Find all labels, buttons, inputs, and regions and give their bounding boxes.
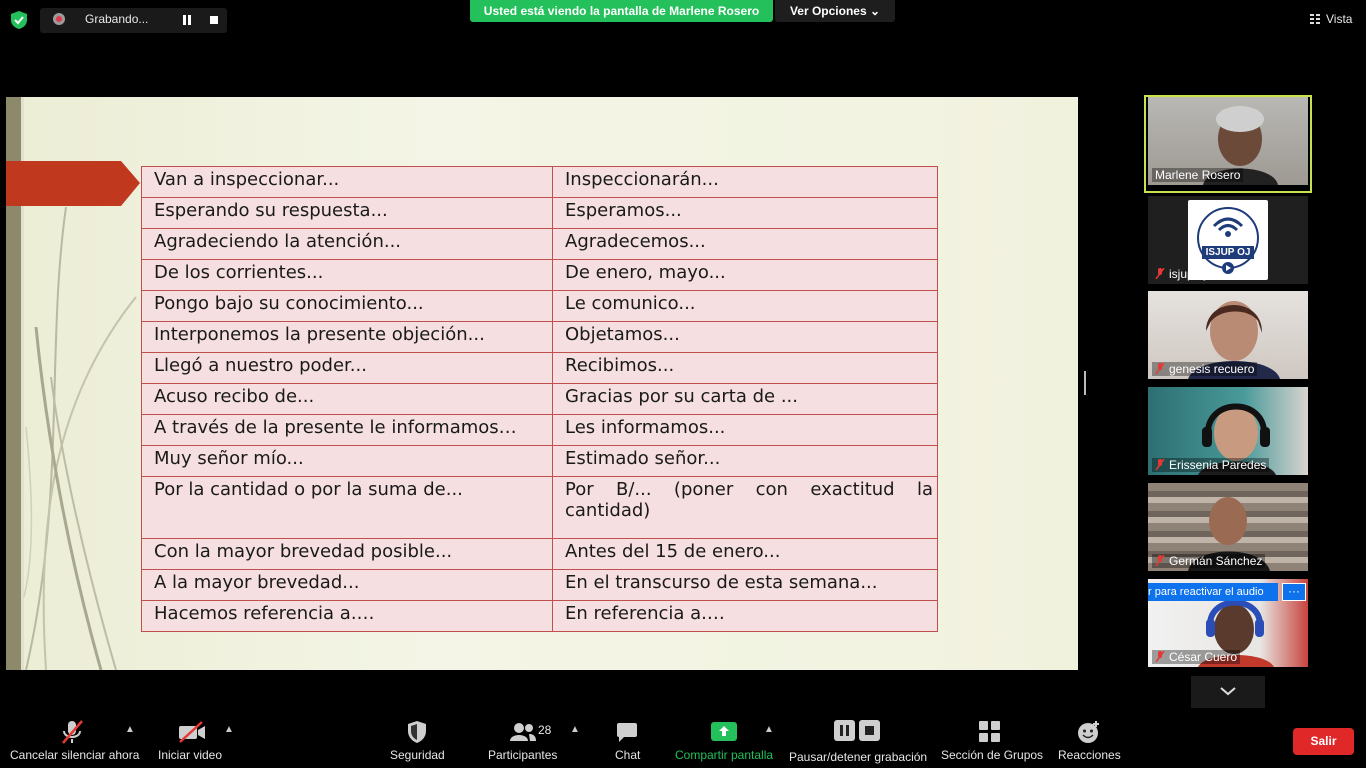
start-video-button[interactable]: Iniciar video xyxy=(158,748,223,762)
table-row xyxy=(142,322,938,353)
participant-name-muted: Erissenia Paredes xyxy=(1152,458,1269,472)
screen-share-banner: Usted está viendo la pantalla de Marlene Rosero xyxy=(470,0,773,22)
table-row xyxy=(142,260,938,291)
phrase-improved-cell: Recibimos... xyxy=(553,353,938,384)
participant-name-muted: Germán Sánchez xyxy=(1152,554,1265,568)
breakout-rooms-icon[interactable] xyxy=(979,721,1001,743)
phrase-original-cell: Llegó a nuestro poder... xyxy=(142,353,553,384)
phrase-improved-cell: Inspeccionarán... xyxy=(553,167,938,198)
phrase-original-cell: Agradeciendo la atención... xyxy=(142,229,553,260)
phrase-improved-cell: Le comunico... xyxy=(553,291,938,322)
table-row xyxy=(142,601,938,632)
phrase-improved-cell: De enero, mayo... xyxy=(553,260,938,291)
phrase-improved-cell: Agradecemos... xyxy=(553,229,938,260)
phrase-original-cell: Muy señor mío... xyxy=(142,446,553,477)
phrase-improved-cell: En el transcurso de esta semana... xyxy=(553,570,938,601)
phrase-original-cell: De los corrientes... xyxy=(142,260,553,291)
chat-button[interactable]: Chat xyxy=(615,748,641,762)
video-tile[interactable] xyxy=(1148,387,1308,475)
table-row xyxy=(142,446,938,477)
slide-arrow-shape xyxy=(6,161,140,206)
phrase-original-cell: Por la cantidad o por la suma de... xyxy=(142,477,553,539)
phrase-original-cell: Esperando su respuesta... xyxy=(142,198,553,229)
phrase-improved-cell: Les informamos... xyxy=(553,415,938,446)
participant-name-muted: César Cuero xyxy=(1152,650,1240,664)
chevron-down-icon xyxy=(1191,676,1265,708)
video-tile[interactable] xyxy=(1148,196,1308,284)
phrase-improved-cell: Objetamos... xyxy=(553,322,938,353)
participants-icon[interactable] xyxy=(509,722,537,742)
muted-mic-icon xyxy=(1155,651,1165,662)
participant-name-muted: isjup oj xyxy=(1152,267,1209,281)
security-button[interactable]: Seguridad xyxy=(390,748,445,762)
table-row xyxy=(142,229,938,260)
phrase-improved-cell: En referencia a.… xyxy=(553,601,938,632)
table-row xyxy=(142,477,938,539)
recording-dot-icon xyxy=(53,13,65,25)
recording-label: Grabando... xyxy=(85,12,149,26)
pause-recording-icon[interactable] xyxy=(182,15,192,25)
phrase-original-cell: Pongo bajo su conocimiento... xyxy=(142,291,553,322)
participant-name: Marlene Rosero xyxy=(1152,168,1243,182)
video-tile[interactable] xyxy=(1148,483,1308,571)
grid-view-icon xyxy=(1310,14,1320,24)
phrase-improved-cell: Esperamos... xyxy=(553,198,938,229)
participants-button[interactable]: Participantes xyxy=(488,748,558,762)
logo-text: ISJUP OJ xyxy=(1205,247,1251,258)
view-button[interactable]: Vista xyxy=(1326,12,1353,26)
muted-mic-icon xyxy=(1155,363,1165,374)
share-options-caret[interactable]: ▲ xyxy=(764,724,774,735)
pause-stop-recording-icon[interactable] xyxy=(834,720,882,742)
phrase-original-cell: Hacemos referencia a.… xyxy=(142,601,553,632)
table-row xyxy=(142,167,938,198)
participant-name-muted: genesis recuero xyxy=(1152,362,1257,376)
unmute-button[interactable]: Cancelar silenciar ahora xyxy=(10,748,140,762)
phrase-improved-cell: Gracias por su carta de ... xyxy=(553,384,938,415)
phrase-original-cell: Interponemos la presente objeción... xyxy=(142,322,553,353)
phrase-original-cell: Con la mayor brevedad posible... xyxy=(142,539,553,570)
chat-icon[interactable] xyxy=(616,721,638,743)
reactions-icon[interactable] xyxy=(1077,720,1101,744)
share-screen-button[interactable]: Compartir pantalla xyxy=(675,748,774,762)
pause-recording-button[interactable]: Pausar/detener grabación xyxy=(789,750,928,764)
phrase-original-cell: Acuso recibo de... xyxy=(142,384,553,415)
reactivate-audio-prompt[interactable]: r para reactivar el audio xyxy=(1148,583,1278,601)
phrase-improved-cell: Por B/... (poner con exactitud la cantidad) xyxy=(553,477,938,539)
video-options-caret[interactable]: ▲ xyxy=(224,724,234,735)
security-icon[interactable] xyxy=(407,720,427,744)
chevron-down-icon: ⌄ xyxy=(869,4,881,18)
table-row xyxy=(142,570,938,601)
table-row xyxy=(142,384,938,415)
video-off-icon[interactable] xyxy=(178,721,206,743)
phrase-original-cell: A la mayor brevedad... xyxy=(142,570,553,601)
view-options-button[interactable]: Ver Opciones ⌄ xyxy=(775,0,895,22)
muted-mic-icon xyxy=(1155,555,1165,566)
leave-button[interactable]: Salir xyxy=(1293,728,1354,755)
phrase-original-cell: A través de la presente le informamos… xyxy=(142,415,553,446)
table-row xyxy=(142,415,938,446)
active-speaker-border xyxy=(1144,95,1312,193)
table-row xyxy=(142,539,938,570)
participants-options-caret[interactable]: ▲ xyxy=(570,724,580,735)
phrase-improved-cell: Estimado señor... xyxy=(553,446,938,477)
breakout-rooms-button[interactable]: Sección de Grupos xyxy=(941,748,1044,762)
phrases-table xyxy=(141,166,938,632)
scroll-down-button[interactable] xyxy=(1191,676,1265,708)
phrase-original-cell: Van a inspeccionar... xyxy=(142,167,553,198)
table-row xyxy=(142,198,938,229)
stop-recording-icon[interactable] xyxy=(210,16,218,24)
video-tile[interactable] xyxy=(1148,291,1308,379)
table-row xyxy=(142,291,938,322)
more-options-button[interactable]: ··· xyxy=(1282,583,1306,601)
shared-screen-slide xyxy=(6,97,1078,670)
table-row xyxy=(142,353,938,384)
reactions-button[interactable]: Reacciones xyxy=(1058,748,1121,762)
participants-count: 28 xyxy=(538,723,552,737)
muted-mic-icon xyxy=(1155,268,1165,279)
security-shield-icon[interactable] xyxy=(8,9,30,31)
audio-options-caret[interactable]: ▲ xyxy=(125,724,135,735)
share-screen-icon[interactable] xyxy=(711,722,737,742)
splitter-handle[interactable] xyxy=(1084,371,1086,395)
muted-microphone-icon[interactable] xyxy=(60,719,84,745)
phrase-improved-cell: Antes del 15 de enero... xyxy=(553,539,938,570)
muted-mic-icon xyxy=(1155,459,1165,470)
